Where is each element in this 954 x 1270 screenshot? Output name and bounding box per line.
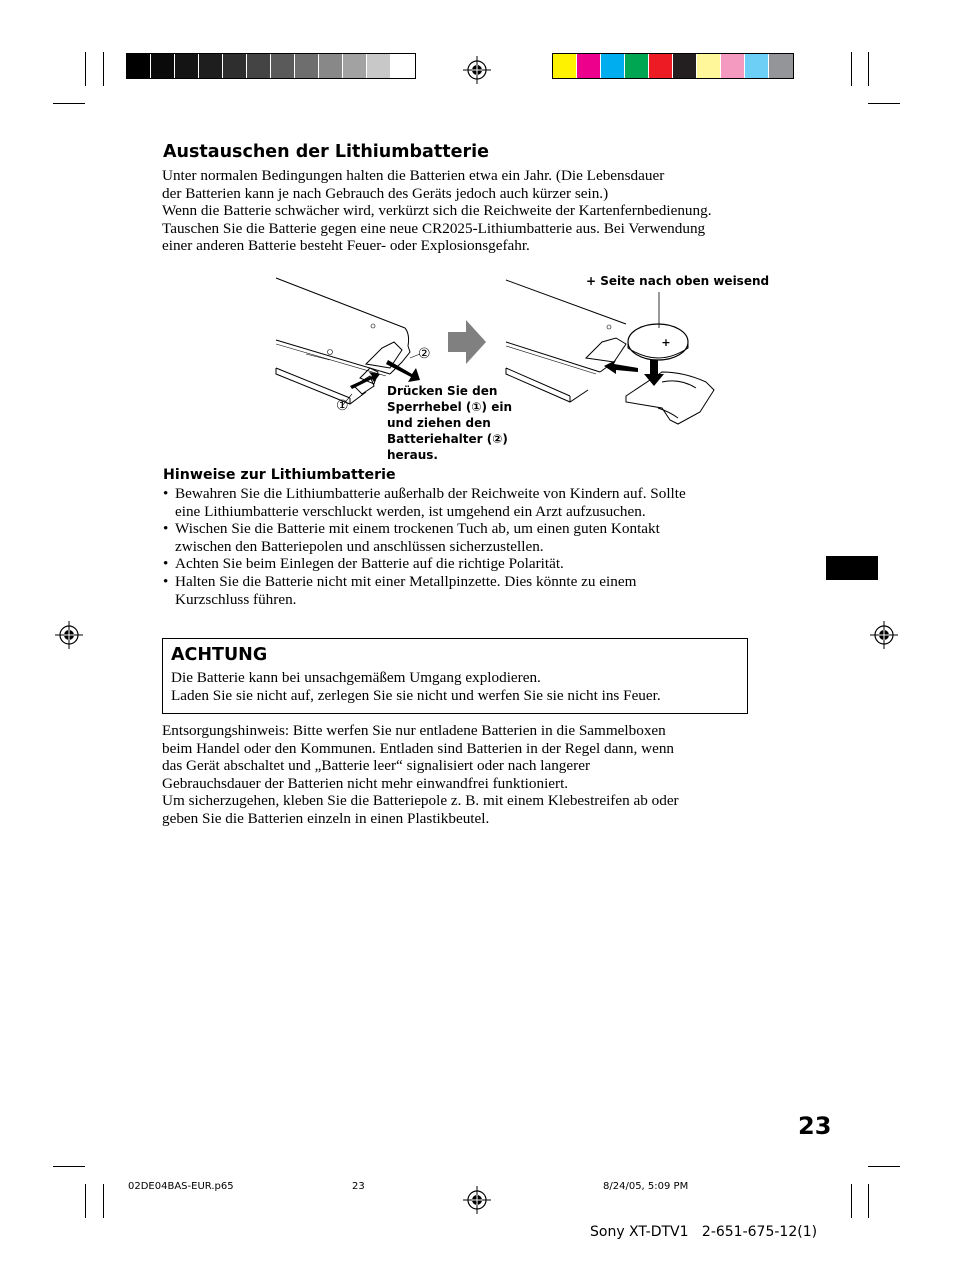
color-swatch (127, 54, 151, 78)
insert-left-arrow-icon (604, 360, 638, 374)
color-swatch (295, 54, 319, 78)
callout-1: ① (336, 398, 349, 414)
text-line: eine Lithiumbatterie verschluckt werden, ist umgehend ein Arzt aufzusuchen. (175, 502, 646, 520)
crop-mark (868, 103, 900, 104)
text-line: geben Sie die Batterien einzeln in einen Plastikbeutel. (162, 809, 490, 827)
svg-text:+: + (661, 336, 671, 349)
remote-right-details (506, 325, 611, 374)
text-line: • Wischen Sie die Batterie mit einem trockenen Tuch ab, um einen guten Kontakt (175, 520, 660, 538)
color-swatch (151, 54, 175, 78)
registration-mark-icon (870, 621, 898, 649)
callout-2: ② (418, 346, 431, 362)
color-swatch (199, 54, 223, 78)
crop-mark (85, 1184, 86, 1218)
text-line: Kurzschluss führen. (175, 590, 297, 608)
color-swatch (673, 54, 697, 78)
registration-mark-icon (55, 621, 83, 649)
crop-mark (851, 52, 852, 86)
color-swatch (391, 54, 415, 78)
page-title: Austauschen der Lithiumbatterie (163, 142, 489, 162)
figure-instruction (387, 383, 512, 463)
color-swatch (649, 54, 673, 78)
text-line: • Achten Sie beim Einlegen der Batterie auf die richtige Polarität. (175, 555, 564, 573)
crop-mark (868, 52, 869, 86)
text-line: • Halten Sie die Batterie nicht mit einer Metallpinzette. Dies könnte zu einem (175, 572, 637, 590)
text-line: • Bewahren Sie die Lithiumbatterie außerhalb der Reichweite von Kindern auf. Sollte (175, 485, 686, 502)
crop-mark (868, 1184, 869, 1218)
footer-datetime: 8/24/05, 5:09 PM (603, 1181, 689, 1192)
text-line: Unter normalen Bedingungen halten die Batterien etwa ein Jahr. (Die Lebensdauer (162, 167, 665, 184)
color-swatch (769, 54, 793, 78)
notes-list (163, 485, 783, 608)
list-item (163, 485, 783, 520)
pull-arrow-icon (386, 360, 420, 382)
battery-replacement-figure (270, 268, 770, 468)
text-line: und ziehen den (387, 416, 491, 430)
figure-label-plus-side: + Seite nach oben weisend (586, 274, 770, 288)
text-line: beim Handel oder den Kommunen. Entladen sind Batterien in der Regel dann, wenn (162, 739, 675, 757)
footer-filename: 02DE04BAS-EUR.p65 (128, 1181, 234, 1192)
section-tab (826, 556, 878, 580)
crop-mark (53, 103, 85, 104)
caution-box (162, 638, 748, 714)
text-line: Laden Sie sie nicht auf, zerlegen Sie sie nicht und werfen Sie sie nicht ins Feuer. (171, 686, 661, 704)
remote-right-illustration (506, 280, 626, 402)
color-swatch (247, 54, 271, 78)
color-swatch (223, 54, 247, 78)
coin-battery-illustration (628, 324, 688, 360)
caution-title: ACHTUNG (171, 645, 268, 665)
color-swatch (367, 54, 391, 78)
text-line: Entsorgungshinweis: Bitte werfen Sie nur entladene Batterien in die Sammelboxen (162, 722, 666, 739)
color-swatch (625, 54, 649, 78)
color-swatch (319, 54, 343, 78)
text-line: Batteriehalter (②) (387, 432, 508, 446)
color-bar (552, 53, 794, 79)
crop-mark (868, 1166, 900, 1167)
text-line: das Gerät abschaltet und „Batterie leer“ signalisiert oder nach langerer (162, 757, 591, 775)
grayscale-bar (126, 53, 416, 79)
text-line: Tauschen Sie die Batterie gegen eine neue CR2025-Lithiumbatterie aus. Bei Verwendung (162, 219, 706, 237)
model-name: Sony XT-DTV1 (590, 1224, 689, 1240)
notes-heading: Hinweise zur Lithiumbatterie (163, 467, 396, 483)
caution-text (171, 669, 747, 704)
list-item (163, 573, 783, 608)
crop-mark (851, 1184, 852, 1218)
crop-mark (53, 1166, 85, 1167)
disposal-paragraph (162, 722, 782, 828)
color-swatch (721, 54, 745, 78)
text-line: Um sicherzugehen, kleben Sie die Batteriepole z. B. mit einem Klebestreifen ab oder (162, 792, 679, 810)
part-number: 2-651-675-12(1) (701, 1224, 818, 1240)
text-line: Sperrhebel (①) ein (387, 400, 513, 414)
color-swatch (343, 54, 367, 78)
color-swatch (745, 54, 769, 78)
page-number: 23 (798, 1112, 832, 1140)
crop-mark (103, 1184, 104, 1218)
color-swatch (601, 54, 625, 78)
footer-model (590, 1224, 817, 1240)
color-swatch (577, 54, 601, 78)
text-line: zwischen den Batteriepolen und anschlüssen sicherzustellen. (175, 537, 544, 555)
text-line: Wenn die Batterie schwächer wird, verkürzt sich die Reichweite der Kartenfernbedienung. (162, 202, 712, 220)
registration-mark-icon (463, 1186, 491, 1214)
registration-mark-icon (463, 56, 491, 84)
text-line: der Batterien kann je nach Gebrauch des Geräts jedoch auch kürzer sein.) (162, 184, 609, 202)
text-line: einer anderen Batterie besteht Feuer- oder Explosionsgefahr. (162, 237, 530, 255)
crop-mark (103, 52, 104, 86)
intro-paragraph (162, 167, 774, 255)
battery-holder-illustration (626, 372, 714, 424)
list-item (163, 520, 783, 555)
step-arrow-icon (448, 320, 486, 364)
crop-mark (85, 52, 86, 86)
footer-page: 23 (352, 1181, 365, 1192)
text-line: heraus. (387, 448, 438, 462)
text-line: Die Batterie kann bei unsachgemäßem Umgang explodieren. (171, 669, 541, 686)
color-swatch (175, 54, 199, 78)
color-swatch (553, 54, 577, 78)
text-line: Drücken Sie den (387, 384, 498, 398)
color-swatch (271, 54, 295, 78)
list-item (163, 555, 783, 573)
color-swatch (697, 54, 721, 78)
text-line: Gebrauchsdauer der Batterien nicht mehr einwandfrei funktioniert. (162, 774, 569, 792)
